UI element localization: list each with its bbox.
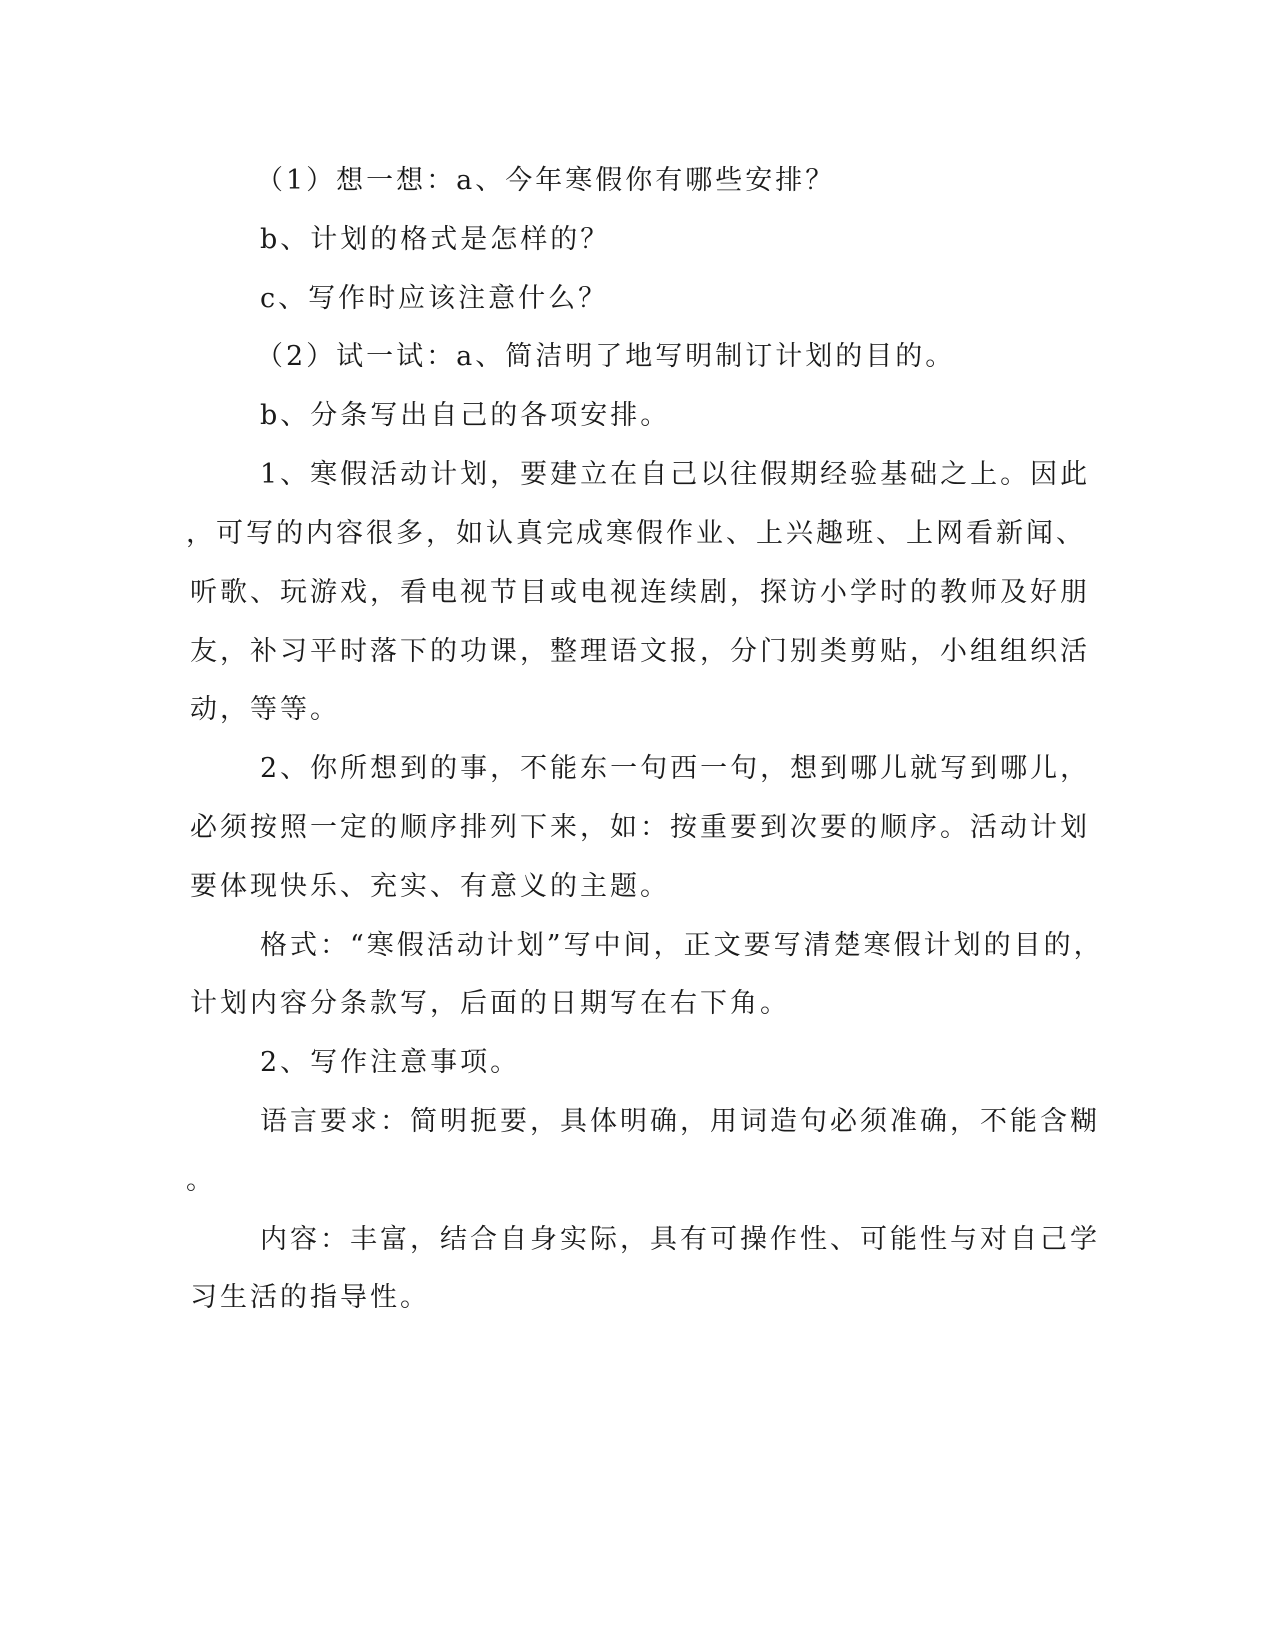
try-b: b、分条写出自己的各项安排。 [260, 400, 671, 431]
content-requirement-line-1: 内容：丰富，结合自身实际，具有可操作性、可能性与对自己学 [260, 1224, 1100, 1255]
format-line-2: 计划内容分条款写，后面的日期写在右下角。 [190, 988, 790, 1019]
format-line-1: 格式：“寒假活动计划”写中间，正文要写清楚寒假计划的目的， [260, 930, 1104, 961]
language-requirement-line-1: 语言要求：简明扼要，具体明确，用词造句必须准确，不能含糊 [260, 1106, 1100, 1137]
try-a: （2）试一试：a、简洁明了地写明制订计划的目的。 [256, 341, 956, 372]
paragraph-1-line-4: 友，补习平时落下的功课，整理语文报，分门别类剪贴，小组组织活 [190, 636, 1090, 667]
question-think-b: b、计划的格式是怎样的？ [260, 224, 611, 255]
paragraph-1-line-5: 动，等等。 [190, 694, 340, 725]
paragraph-1-line-3: 听歌、玩游戏，看电视节目或电视连续剧，探访小学时的教师及好朋 [190, 577, 1090, 608]
paragraph-1-line-2: ，可写的内容很多，如认真完成寒假作业、上兴趣班、上网看新闻、 [186, 518, 1086, 549]
question-think-c: c、写作时应该注意什么？ [260, 283, 609, 314]
paragraph-2-line-2: 必须按照一定的顺序排列下来，如：按重要到次要的顺序。活动计划 [190, 812, 1090, 843]
paragraph-1-line-1: 1、寒假活动计划，要建立在自己以往假期经验基础之上。因此 [260, 459, 1091, 490]
content-requirement-line-2: 习生活的指导性。 [190, 1282, 430, 1313]
paragraph-2-line-3: 要体现快乐、充实、有意义的主题。 [190, 871, 670, 902]
language-requirement-line-2: 。 [186, 1165, 216, 1196]
question-think-a: （1）想一想：a、今年寒假你有哪些安排？ [256, 165, 836, 196]
paragraph-2-line-1: 2、你所想到的事，不能东一句西一句，想到哪儿就写到哪儿， [260, 753, 1091, 784]
writing-notes-heading: 2、写作注意事项。 [260, 1047, 521, 1078]
